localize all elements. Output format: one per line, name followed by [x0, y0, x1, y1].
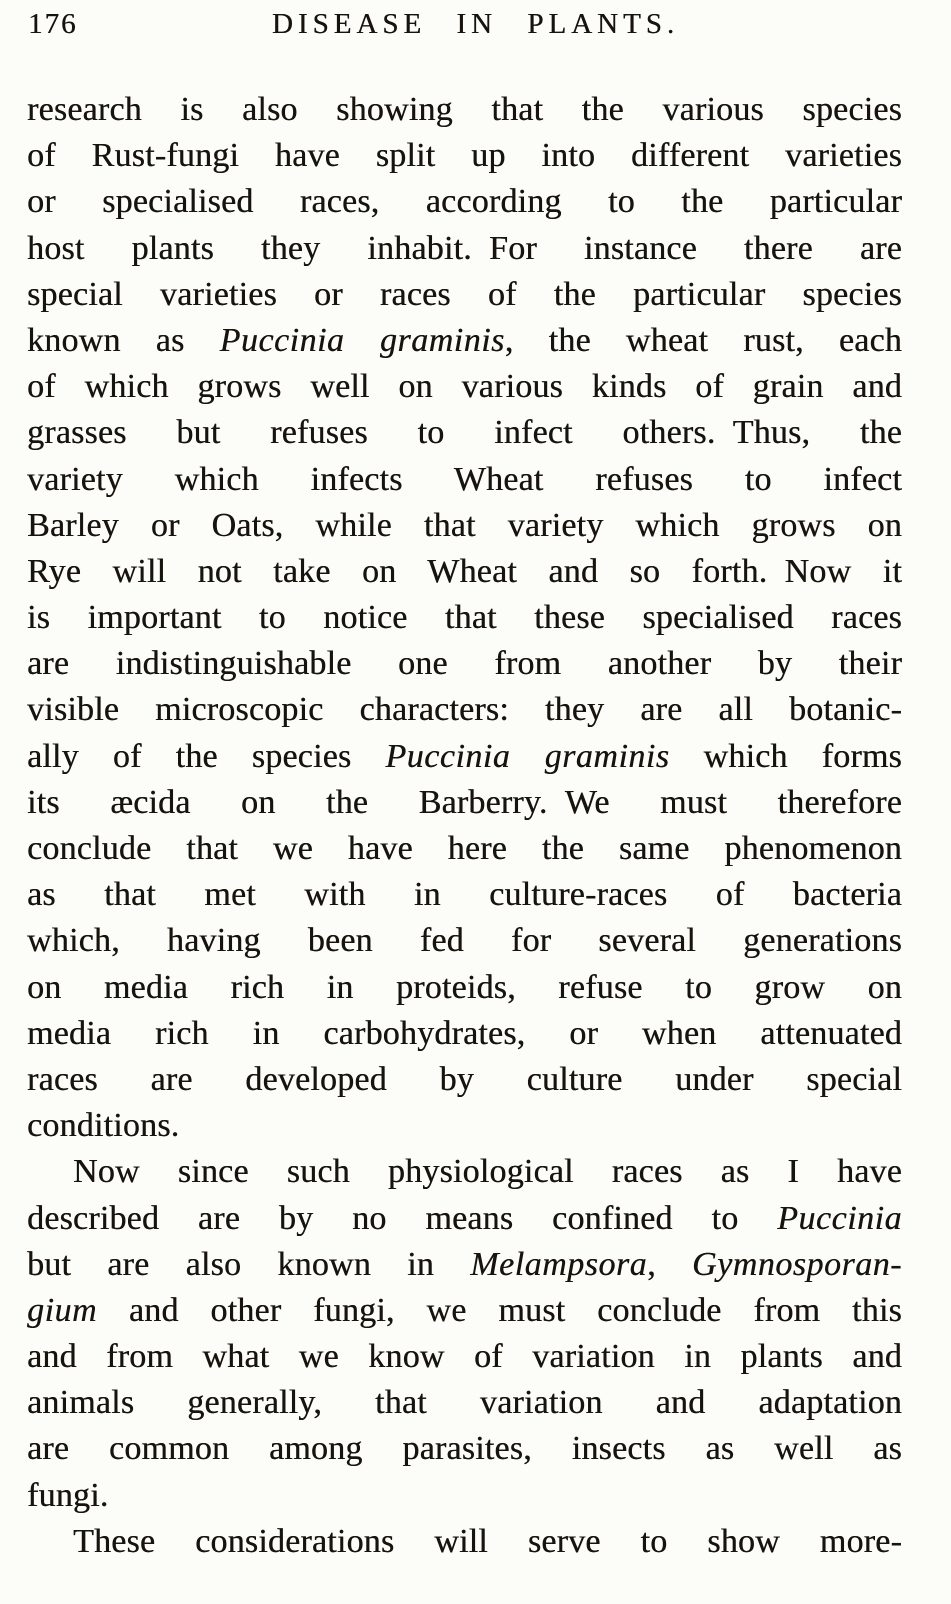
text-run: conclude that we have here the same phenomenon	[27, 830, 902, 867]
text-run: are common among parasites, insects as well as	[27, 1430, 902, 1468]
text-run: of which grows well on various kinds of grain and	[27, 368, 902, 406]
text-run: These considerations will serve to show more-	[73, 1522, 902, 1560]
text-run: grasses but refuses to infect others. Thus, the	[27, 414, 902, 452]
text-run: and from what we know of variation in plants and	[27, 1338, 902, 1376]
text-run: as that met with in culture-races of bacteria	[27, 876, 902, 914]
text-line	[27, 457, 902, 503]
text-run: ally of the species	[27, 737, 386, 775]
text-line	[27, 318, 902, 364]
text-line	[27, 1288, 902, 1334]
text-run: Now since such physiological races as I have	[73, 1153, 902, 1191]
page-number: 176	[28, 8, 78, 40]
text-line	[27, 965, 902, 1011]
text-run: animals generally, that variation and adaptation	[27, 1384, 902, 1422]
text-run: ,	[647, 1245, 693, 1283]
text-run: are indistinguishable one from another by their	[27, 645, 902, 683]
text-run: and other fungi, we must conclude from this	[97, 1291, 902, 1329]
text-line	[27, 1380, 902, 1426]
text-run: fungi.	[27, 1476, 109, 1514]
text-run: conditions.	[27, 1107, 180, 1145]
text-line	[27, 734, 902, 780]
text-line	[27, 826, 902, 872]
text-run: races are developed by culture under special	[27, 1060, 902, 1098]
text-line	[27, 1242, 902, 1288]
text-line	[27, 549, 902, 595]
text-line	[27, 272, 902, 318]
text-run: or specialised races, according to the particular	[27, 183, 902, 221]
text-run: special varieties or races of the particular species	[27, 275, 902, 313]
italic-text-run: Puccinia graminis	[385, 737, 670, 775]
text-run: is important to notice that these specialised races	[27, 599, 902, 637]
text-line	[27, 133, 902, 179]
text-run: of Rust-fungi have split up into different varieties	[27, 137, 902, 175]
text-run: but are also known in	[27, 1245, 471, 1283]
page-body	[0, 87, 951, 1565]
text-line	[27, 364, 902, 410]
text-run: which, having been fed for several generations	[27, 922, 902, 960]
text-run: which forms	[669, 737, 902, 775]
text-run: visible microscopic characters: they are all botanic-	[27, 691, 902, 729]
text-run: Barley or Oats, while that variety which grows on	[27, 506, 902, 544]
text-line	[27, 1519, 902, 1565]
italic-text-run: Melampsora	[470, 1245, 648, 1283]
text-line	[27, 1011, 902, 1057]
text-run: Rye will not take on Wheat and so forth. Now it	[27, 552, 902, 590]
text-line	[27, 179, 902, 225]
text-line	[27, 641, 902, 687]
text-line	[27, 410, 902, 456]
text-run: variety which infects Wheat refuses to infect	[27, 460, 902, 498]
text-run: known as	[27, 321, 220, 359]
italic-text-run: Puccinia graminis	[219, 321, 505, 359]
text-line	[27, 687, 902, 733]
italic-text-run: gium	[27, 1291, 97, 1329]
text-line	[27, 1334, 902, 1380]
text-run: media rich in carbohydrates, or when attenuated	[27, 1014, 902, 1052]
text-line	[27, 226, 902, 272]
text-line	[27, 1103, 902, 1149]
running-title: DISEASE IN PLANTS.	[271, 8, 680, 40]
text-line	[27, 872, 902, 918]
text-run: on media rich in proteids, refuse to grow on	[27, 968, 902, 1006]
page-header	[0, 0, 951, 54]
text-line	[27, 1426, 902, 1472]
text-line	[27, 1473, 902, 1519]
text-run: its æcida on the Barberry. We must therefore	[27, 783, 902, 821]
text-line	[27, 1196, 902, 1242]
text-line	[27, 87, 902, 133]
text-run: , the wheat rust, each	[504, 321, 902, 359]
text-run: host plants they inhabit. For instance there are	[27, 229, 902, 267]
italic-text-run: Gymnosporan-	[692, 1245, 902, 1283]
text-run: research is also showing that the various species	[27, 91, 902, 128]
text-run: described are by no means confined to	[27, 1199, 778, 1237]
text-line	[27, 918, 902, 964]
text-line	[27, 780, 902, 826]
italic-text-run: Puccinia	[777, 1199, 902, 1237]
text-line	[27, 503, 902, 549]
text-line	[27, 595, 902, 641]
text-line	[27, 1149, 902, 1195]
text-line	[27, 1057, 902, 1103]
